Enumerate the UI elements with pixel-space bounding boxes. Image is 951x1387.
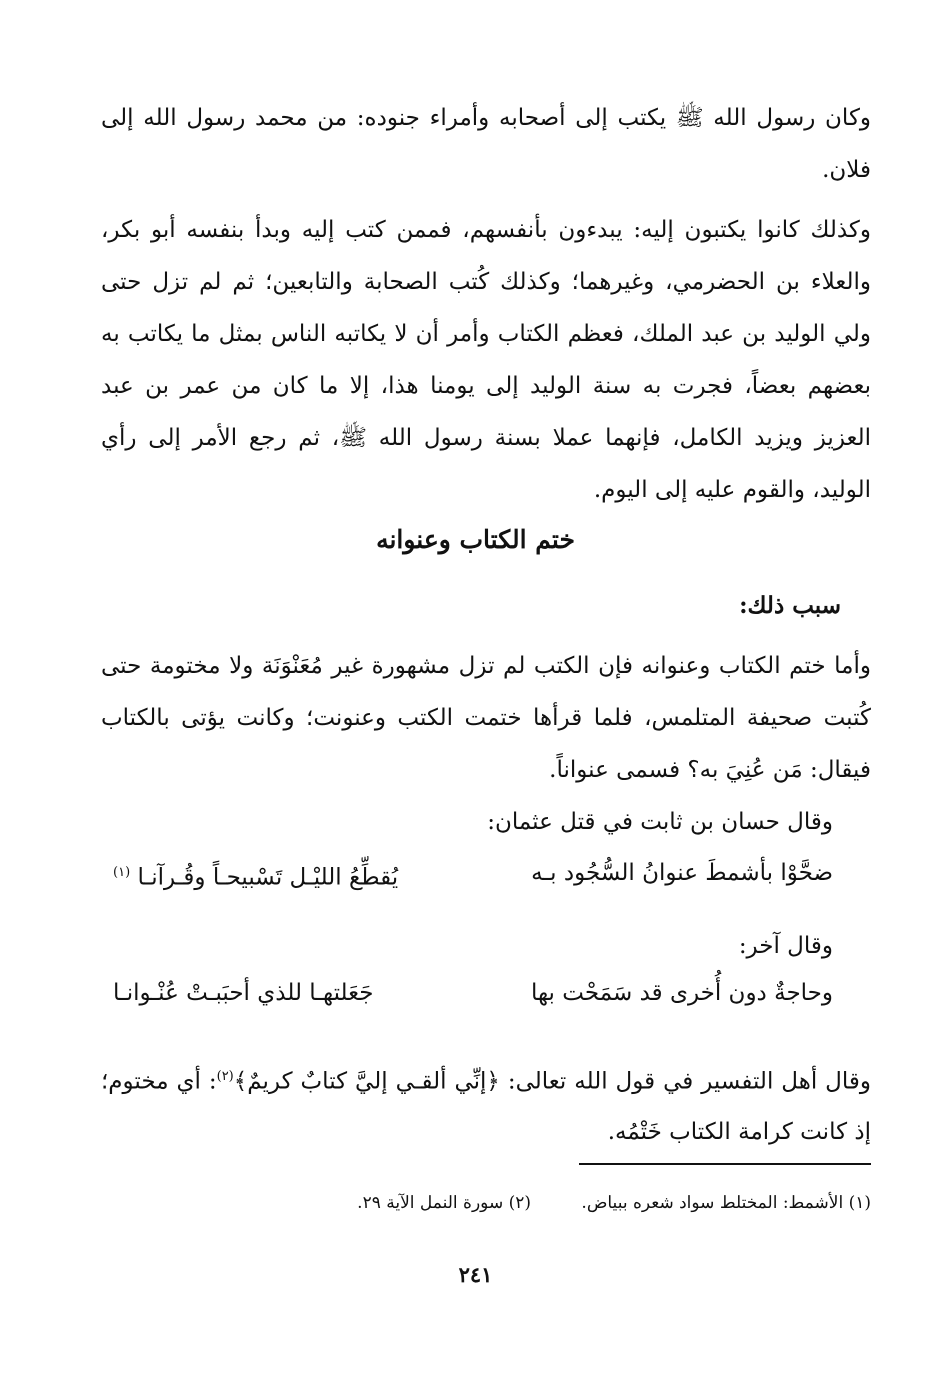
verse-2-first-hemistich: وحاجةٌ دون أُخرى قد سَمَحْت بها bbox=[530, 980, 833, 1006]
footnote-ref-2: (٢) bbox=[216, 1069, 234, 1084]
footnote-1: (١) الأشمط: المختلط سواد شعره ببياض. bbox=[581, 1193, 871, 1213]
footnote-ref-1: (١) bbox=[113, 865, 131, 880]
body-paragraph-2: وكذلك كانوا يكتبون إليه: يبدءون بأنفسهم، فممن كتب إليه وبدأ بنفسه أبو بكر، والعلاء بن الحضرمي، وغيرهما؛ وكذلك كُتب الصحابة والتابعين؛ ثم لم تزل حتى ولي الوليد بن عبد الملك، فعظم الكتاب وأمر أن لا يكاتبه الناس بمثل ما يكاتب به بعضهم بعضاً، فجرت به سنة الوليد إلى يومنا هذا، إلا ما كان من عمر بن عبد العزيز ويزيد الكامل، فإنهما عملا بسنة رسول الله ﷺ، ثم رجع الأمر إلى رأي الوليد، والقوم عليه إلى اليوم. bbox=[101, 217, 871, 503]
verse-2 bbox=[113, 968, 833, 1018]
paragraph-4-rest: : أي مختوم؛ إذ كانت كرامة الكتاب خَتْمُه. bbox=[101, 1068, 871, 1145]
footnote-2: (٢) سورة النمل الآية ٢٩. bbox=[357, 1193, 531, 1213]
section-subheading: سبب ذلك: bbox=[739, 592, 841, 619]
body-paragraph-1: وكان رسول الله ﷺ يكتب إلى أصحابه وأمراء جنوده: من محمد رسول الله إلى فلان. bbox=[101, 105, 871, 183]
verse-1-intro: وقال حسان بن ثابت في قتل عثمان: bbox=[487, 809, 833, 835]
verse-1-second-text: يُقطِّعُ الليْـل تَسْبيحـاً وقُـرآنـا bbox=[137, 864, 399, 891]
verse-2-intro: وقال آخر: bbox=[738, 933, 833, 959]
body-paragraph-3: وأما ختم الكتاب وعنوانه فإن الكتب لم تزل مشهورة غير مُعَنْوَنَة ولا مختومة حتى كُتبت صحيفة المتلمس، فلما قرأها ختمت الكتب وعنونت؛ وكانت يؤتى بالكتاب فيقال: مَن عُنِيَ به؟ فسمى عنواناً. bbox=[101, 653, 871, 783]
verse-1-second-hemistich bbox=[113, 848, 398, 903]
verse-1-first-hemistich: ضحَّوْا بأشمطَ عنوانُ السُّجُود بـه bbox=[531, 860, 833, 886]
footnotes bbox=[91, 1186, 871, 1226]
footnote-divider bbox=[579, 1163, 871, 1165]
paragraph-4-quote: وقال أهل التفسير في قول الله تعالى: ﴿إنِّي ألقـي إليَّ كتابٌ كريمٌ﴾ bbox=[233, 1068, 872, 1095]
verse-1 bbox=[113, 848, 833, 898]
page-number: ٢٤١ bbox=[458, 1262, 493, 1287]
verse-2-second-hemistich: جَعَلتهـا للذي أحبَبـتْ عُنْـوانـا bbox=[113, 980, 374, 1006]
section-heading: ختم الكتاب وعنوانه bbox=[376, 525, 575, 554]
body-paragraph-4 bbox=[101, 1052, 871, 1157]
